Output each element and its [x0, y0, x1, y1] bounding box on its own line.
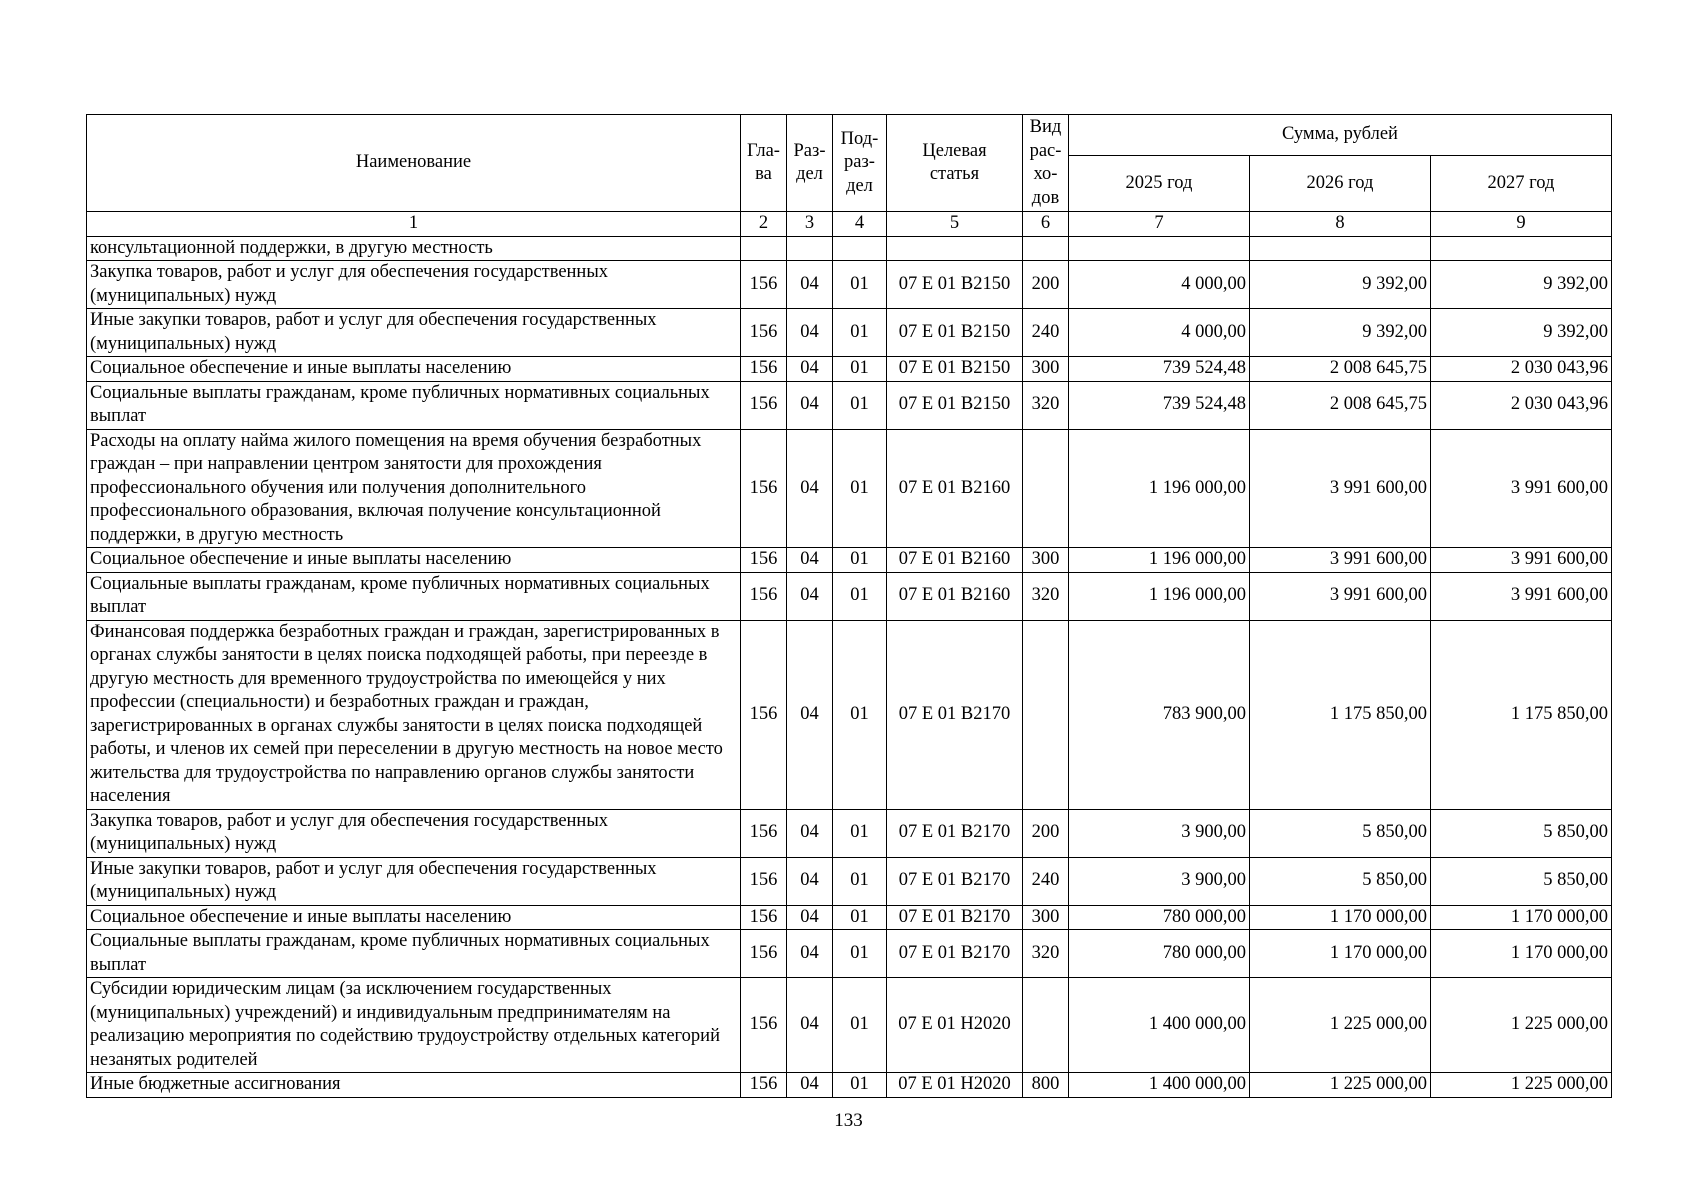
row-celevaya-statya: 07 Е 01 В2150 — [887, 381, 1023, 429]
row-celevaya-statya: 07 Е 01 В2160 — [887, 429, 1023, 548]
header-razdel: Раз- дел — [787, 115, 833, 212]
row-podrazdel: 01 — [833, 620, 887, 809]
header-podrazdel: Под- раз- дел — [833, 115, 887, 212]
row-sum-2025: 739 524,48 — [1069, 357, 1250, 382]
row-sum-2025: 1 196 000,00 — [1069, 572, 1250, 620]
row-sum-2025: 1 196 000,00 — [1069, 429, 1250, 548]
row-podrazdel: 01 — [833, 381, 887, 429]
row-name: Финансовая поддержка безработных граждан и граждан, зарегистрированных в органах службы занятости в целях поиска подходящей работы, при переезде в другую местность для временного трудоустройства по имеющейся у них профессии (специальности) и безработных граждан и граждан, зарегистрированных в органах службы занятости в целях поиска подходящей работы, и членов их семей при переселении в другую местность на новое место жительства для трудоустройства по направлению органов службы занятости населения — [87, 620, 741, 809]
column-number: 1 — [87, 212, 741, 237]
row-razdel: 04 — [787, 857, 833, 905]
row-razdel: 04 — [787, 572, 833, 620]
row-sum-2025: 3 900,00 — [1069, 809, 1250, 857]
column-number: 3 — [787, 212, 833, 237]
row-sum-2027: 1 225 000,00 — [1431, 1073, 1612, 1098]
row-sum-2027: 3 991 600,00 — [1431, 429, 1612, 548]
header-glava: Гла- ва — [741, 115, 787, 212]
row-glava — [741, 236, 787, 261]
row-podrazdel: 01 — [833, 309, 887, 357]
row-name: Социальное обеспечение и иные выплаты населению — [87, 357, 741, 382]
row-glava: 156 — [741, 930, 787, 978]
row-glava: 156 — [741, 572, 787, 620]
row-razdel: 04 — [787, 978, 833, 1073]
row-podrazdel: 01 — [833, 572, 887, 620]
row-celevaya-statya: 07 Е 01 Н2020 — [887, 1073, 1023, 1098]
row-celevaya-statya: 07 Е 01 В2150 — [887, 357, 1023, 382]
row-celevaya-statya: 07 Е 01 В2150 — [887, 309, 1023, 357]
row-sum-2026: 3 991 600,00 — [1250, 429, 1431, 548]
row-celevaya-statya: 07 Е 01 Н2020 — [887, 978, 1023, 1073]
table-header — [87, 115, 1612, 237]
row-sum-2027: 2 030 043,96 — [1431, 357, 1612, 382]
row-sum-2025: 1 400 000,00 — [1069, 1073, 1250, 1098]
row-sum-2026: 3 991 600,00 — [1250, 548, 1431, 573]
row-sum-2026: 3 991 600,00 — [1250, 572, 1431, 620]
row-sum-2027: 5 850,00 — [1431, 809, 1612, 857]
row-podrazdel: 01 — [833, 548, 887, 573]
row-vid-rashodov: 320 — [1023, 572, 1069, 620]
row-podrazdel: 01 — [833, 809, 887, 857]
row-razdel: 04 — [787, 809, 833, 857]
column-number: 2 — [741, 212, 787, 237]
column-number-row — [87, 212, 1612, 237]
row-sum-2027: 1 170 000,00 — [1431, 930, 1612, 978]
header-vid-rashodov: Вид рас- хо- дов — [1023, 115, 1069, 212]
row-sum-2026: 5 850,00 — [1250, 809, 1431, 857]
row-celevaya-statya: 07 Е 01 В2150 — [887, 261, 1023, 309]
row-name: Закупка товаров, работ и услуг для обеспечения государственных (муниципальных) нужд — [87, 261, 741, 309]
row-name: Социальные выплаты гражданам, кроме публичных нормативных социальных выплат — [87, 572, 741, 620]
row-sum-2025: 783 900,00 — [1069, 620, 1250, 809]
table-row — [87, 548, 1612, 573]
row-celevaya-statya: 07 Е 01 В2160 — [887, 572, 1023, 620]
row-sum-2025: 4 000,00 — [1069, 309, 1250, 357]
row-sum-2025: 1 400 000,00 — [1069, 978, 1250, 1073]
row-podrazdel: 01 — [833, 261, 887, 309]
column-number: 9 — [1431, 212, 1612, 237]
header-summa: Сумма, рублей — [1069, 115, 1612, 156]
table-row — [87, 905, 1612, 930]
row-sum-2025 — [1069, 236, 1250, 261]
row-razdel: 04 — [787, 429, 833, 548]
row-sum-2026: 1 170 000,00 — [1250, 905, 1431, 930]
row-vid-rashodov: 300 — [1023, 905, 1069, 930]
table-row — [87, 572, 1612, 620]
row-razdel: 04 — [787, 309, 833, 357]
column-number: 6 — [1023, 212, 1069, 237]
row-name: Социальное обеспечение и иные выплаты населению — [87, 905, 741, 930]
row-name: Расходы на оплату найма жилого помещения на время обучения безработных граждан – при направлении центром занятости для прохождения профессионального обучения или получения дополнительного профессионального образования, включая получение консультационной поддержки, в другую местность — [87, 429, 741, 548]
row-sum-2027: 1 175 850,00 — [1431, 620, 1612, 809]
row-glava: 156 — [741, 548, 787, 573]
table-row — [87, 236, 1612, 261]
row-glava: 156 — [741, 357, 787, 382]
row-vid-rashodov: 800 — [1023, 1073, 1069, 1098]
row-vid-rashodov — [1023, 429, 1069, 548]
row-sum-2027: 2 030 043,96 — [1431, 381, 1612, 429]
row-sum-2025: 4 000,00 — [1069, 261, 1250, 309]
row-sum-2026: 5 850,00 — [1250, 857, 1431, 905]
row-vid-rashodov: 200 — [1023, 261, 1069, 309]
row-razdel: 04 — [787, 381, 833, 429]
row-glava: 156 — [741, 309, 787, 357]
table-row — [87, 261, 1612, 309]
row-name: Закупка товаров, работ и услуг для обеспечения государственных (муниципальных) нужд — [87, 809, 741, 857]
header-year-2027: 2027 год — [1431, 155, 1612, 211]
row-name: консультационной поддержки, в другую местность — [87, 236, 741, 261]
row-podrazdel: 01 — [833, 1073, 887, 1098]
row-name: Иные закупки товаров, работ и услуг для обеспечения государственных (муниципальных) нужд — [87, 309, 741, 357]
row-sum-2026: 2 008 645,75 — [1250, 357, 1431, 382]
table-row — [87, 1073, 1612, 1098]
column-number: 4 — [833, 212, 887, 237]
row-razdel: 04 — [787, 1073, 833, 1098]
table-row — [87, 620, 1612, 809]
row-glava: 156 — [741, 978, 787, 1073]
row-sum-2025: 739 524,48 — [1069, 381, 1250, 429]
row-celevaya-statya — [887, 236, 1023, 261]
row-glava: 156 — [741, 429, 787, 548]
table-row — [87, 809, 1612, 857]
row-podrazdel: 01 — [833, 978, 887, 1073]
row-podrazdel: 01 — [833, 905, 887, 930]
row-celevaya-statya: 07 Е 01 В2160 — [887, 548, 1023, 573]
row-sum-2025: 780 000,00 — [1069, 905, 1250, 930]
row-name: Иные закупки товаров, работ и услуг для обеспечения государственных (муниципальных) нужд — [87, 857, 741, 905]
row-podrazdel: 01 — [833, 857, 887, 905]
row-celevaya-statya: 07 Е 01 В2170 — [887, 809, 1023, 857]
row-vid-rashodov: 300 — [1023, 357, 1069, 382]
row-name: Иные бюджетные ассигнования — [87, 1073, 741, 1098]
row-sum-2025: 1 196 000,00 — [1069, 548, 1250, 573]
row-razdel: 04 — [787, 905, 833, 930]
row-sum-2026: 9 392,00 — [1250, 309, 1431, 357]
row-sum-2027: 1 225 000,00 — [1431, 978, 1612, 1073]
row-sum-2026 — [1250, 236, 1431, 261]
budget-table — [86, 114, 1612, 1098]
table-row — [87, 309, 1612, 357]
row-sum-2026: 1 225 000,00 — [1250, 1073, 1431, 1098]
row-name: Социальные выплаты гражданам, кроме публичных нормативных социальных выплат — [87, 381, 741, 429]
table-row — [87, 978, 1612, 1073]
table-body — [87, 236, 1612, 1097]
header-year-2025: 2025 год — [1069, 155, 1250, 211]
page-number: 133 — [834, 1110, 863, 1131]
header-celevaya-statya: Целевая статья — [887, 115, 1023, 212]
row-razdel: 04 — [787, 261, 833, 309]
header-year-2026: 2026 год — [1250, 155, 1431, 211]
row-razdel: 04 — [787, 357, 833, 382]
header-name: Наименование — [87, 115, 741, 212]
row-sum-2027 — [1431, 236, 1612, 261]
row-podrazdel: 01 — [833, 357, 887, 382]
row-glava: 156 — [741, 261, 787, 309]
column-number: 8 — [1250, 212, 1431, 237]
row-sum-2026: 1 175 850,00 — [1250, 620, 1431, 809]
table-row — [87, 429, 1612, 548]
row-name: Социальное обеспечение и иные выплаты населению — [87, 548, 741, 573]
row-glava: 156 — [741, 905, 787, 930]
row-glava: 156 — [741, 809, 787, 857]
row-vid-rashodov: 300 — [1023, 548, 1069, 573]
row-celevaya-statya: 07 Е 01 В2170 — [887, 620, 1023, 809]
row-sum-2026: 2 008 645,75 — [1250, 381, 1431, 429]
row-vid-rashodov — [1023, 236, 1069, 261]
row-sum-2027: 3 991 600,00 — [1431, 548, 1612, 573]
row-glava: 156 — [741, 857, 787, 905]
row-celevaya-statya: 07 Е 01 В2170 — [887, 930, 1023, 978]
row-sum-2027: 5 850,00 — [1431, 857, 1612, 905]
row-vid-rashodov: 320 — [1023, 381, 1069, 429]
row-sum-2026: 1 225 000,00 — [1250, 978, 1431, 1073]
row-name: Субсидии юридическим лицам (за исключением государственных (муниципальных) учреждений) и индивидуальным предпринимателям на реализацию мероприятия по содействию трудоустройству отдельных категорий незанятых родителей — [87, 978, 741, 1073]
table-row — [87, 857, 1612, 905]
row-sum-2027: 3 991 600,00 — [1431, 572, 1612, 620]
row-vid-rashodov: 200 — [1023, 809, 1069, 857]
column-number: 7 — [1069, 212, 1250, 237]
row-podrazdel: 01 — [833, 930, 887, 978]
row-sum-2025: 780 000,00 — [1069, 930, 1250, 978]
table-row — [87, 930, 1612, 978]
row-razdel: 04 — [787, 930, 833, 978]
row-sum-2027: 9 392,00 — [1431, 261, 1612, 309]
row-vid-rashodov — [1023, 978, 1069, 1073]
row-vid-rashodov — [1023, 620, 1069, 809]
row-vid-rashodov: 240 — [1023, 309, 1069, 357]
row-vid-rashodov: 240 — [1023, 857, 1069, 905]
row-vid-rashodov: 320 — [1023, 930, 1069, 978]
row-sum-2027: 9 392,00 — [1431, 309, 1612, 357]
row-glava: 156 — [741, 620, 787, 809]
row-celevaya-statya: 07 Е 01 В2170 — [887, 905, 1023, 930]
row-sum-2026: 9 392,00 — [1250, 261, 1431, 309]
row-sum-2027: 1 170 000,00 — [1431, 905, 1612, 930]
table-row — [87, 381, 1612, 429]
row-podrazdel — [833, 236, 887, 261]
row-podrazdel: 01 — [833, 429, 887, 548]
row-glava: 156 — [741, 1073, 787, 1098]
row-razdel: 04 — [787, 620, 833, 809]
row-glava: 156 — [741, 381, 787, 429]
row-celevaya-statya: 07 Е 01 В2170 — [887, 857, 1023, 905]
row-razdel: 04 — [787, 548, 833, 573]
table-row — [87, 357, 1612, 382]
row-name: Социальные выплаты гражданам, кроме публичных нормативных социальных выплат — [87, 930, 741, 978]
column-number: 5 — [887, 212, 1023, 237]
row-razdel — [787, 236, 833, 261]
row-sum-2025: 3 900,00 — [1069, 857, 1250, 905]
row-sum-2026: 1 170 000,00 — [1250, 930, 1431, 978]
